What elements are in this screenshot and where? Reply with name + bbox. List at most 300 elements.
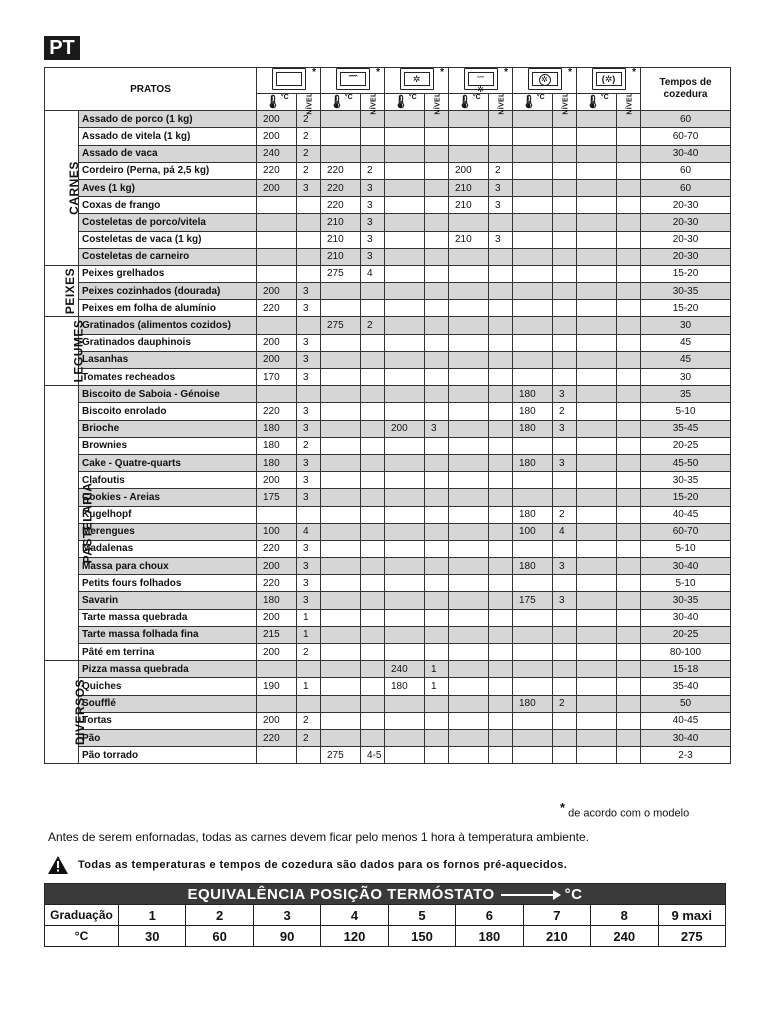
temperature-cell bbox=[513, 729, 553, 746]
cooking-time-cell: 20-30 bbox=[641, 231, 731, 248]
dish-name: Biscoito de Saboia - Génoise bbox=[79, 386, 257, 403]
level-cell bbox=[361, 489, 385, 506]
temperature-cell bbox=[513, 678, 553, 695]
temperature-cell: 220 bbox=[257, 540, 297, 557]
level-cell bbox=[489, 145, 513, 162]
temperature-cell bbox=[513, 283, 553, 300]
cooking-time-cell: 5-10 bbox=[641, 575, 731, 592]
level-cell: 2 bbox=[297, 729, 321, 746]
cooking-time-cell: 80-100 bbox=[641, 644, 731, 661]
temperature-cell: 180 bbox=[513, 386, 553, 403]
temperature-cell bbox=[321, 403, 361, 420]
temperature-cell: 180 bbox=[257, 437, 297, 454]
level-header: NÍVEL bbox=[553, 94, 577, 111]
dish-name: Aves (1 kg) bbox=[79, 179, 257, 196]
temperature-cell: 200 bbox=[257, 712, 297, 729]
level-cell bbox=[489, 540, 513, 557]
temperature-cell bbox=[577, 592, 617, 609]
temperature-cell: 275 bbox=[321, 317, 361, 334]
level-cell: 3 bbox=[553, 454, 577, 471]
level-cell: 1 bbox=[425, 661, 449, 678]
dish-name: Brioche bbox=[79, 420, 257, 437]
category-peixes: PEIXES bbox=[45, 265, 79, 317]
table-row bbox=[45, 300, 731, 317]
dish-name: Costeletas de vaca (1 kg) bbox=[79, 231, 257, 248]
level-cell bbox=[425, 506, 449, 523]
level-cell bbox=[617, 661, 641, 678]
level-cell: 2 bbox=[553, 506, 577, 523]
temperature-cell: 210 bbox=[321, 231, 361, 248]
temperature-cell: 240 bbox=[257, 145, 297, 162]
temperature-cell bbox=[449, 489, 489, 506]
temperature-cell bbox=[385, 489, 425, 506]
graduation-value: 1 bbox=[119, 905, 186, 926]
temperature-cell bbox=[449, 540, 489, 557]
level-cell bbox=[425, 300, 449, 317]
table-row bbox=[45, 128, 731, 145]
level-cell: 3 bbox=[553, 592, 577, 609]
temperature-cell bbox=[385, 162, 425, 179]
temperature-cell bbox=[577, 420, 617, 437]
level-cell bbox=[489, 437, 513, 454]
level-cell: 3 bbox=[297, 592, 321, 609]
temperature-cell bbox=[385, 283, 425, 300]
level-cell bbox=[489, 661, 513, 678]
cooking-time-cell: 30-35 bbox=[641, 283, 731, 300]
cooking-time-cell: 15-18 bbox=[641, 661, 731, 678]
dish-name: Peixes cozinhados (dourada) bbox=[79, 283, 257, 300]
level-cell: 3 bbox=[297, 558, 321, 575]
temperature-cell bbox=[321, 729, 361, 746]
temperature-cell: 200 bbox=[257, 334, 297, 351]
temperature-cell bbox=[321, 334, 361, 351]
level-cell bbox=[617, 386, 641, 403]
level-cell bbox=[553, 317, 577, 334]
temperature-cell bbox=[385, 214, 425, 231]
temperature-cell bbox=[321, 437, 361, 454]
level-cell bbox=[617, 300, 641, 317]
level-cell bbox=[361, 128, 385, 145]
temperature-cell bbox=[577, 575, 617, 592]
cooking-table bbox=[44, 67, 731, 764]
temperature-cell bbox=[385, 592, 425, 609]
level-cell: 3 bbox=[489, 197, 513, 214]
level-cell bbox=[297, 231, 321, 248]
temperature-icon: 🌡$^{^\circ C}$ bbox=[385, 94, 425, 111]
level-cell bbox=[553, 179, 577, 196]
level-cell bbox=[489, 265, 513, 282]
oven-mode-fan-icon: ✲ * bbox=[385, 68, 449, 94]
level-cell: 3 bbox=[489, 179, 513, 196]
temperature-cell bbox=[321, 369, 361, 386]
level-cell bbox=[553, 351, 577, 368]
temperature-cell bbox=[513, 575, 553, 592]
dish-name: Tortas bbox=[79, 712, 257, 729]
temperature-cell bbox=[385, 558, 425, 575]
temperature-cell bbox=[513, 472, 553, 489]
temperature-cell bbox=[385, 695, 425, 712]
dish-name: Cookies - Areias bbox=[79, 489, 257, 506]
temperature-cell bbox=[513, 437, 553, 454]
temperature-cell bbox=[321, 420, 361, 437]
level-cell bbox=[425, 265, 449, 282]
temperature-cell bbox=[321, 111, 361, 128]
level-cell: 1 bbox=[297, 626, 321, 643]
level-cell bbox=[361, 472, 385, 489]
celsius-value: 60 bbox=[186, 926, 253, 947]
warning-icon bbox=[48, 856, 68, 874]
temperature-cell bbox=[449, 214, 489, 231]
temperature-cell: 210 bbox=[449, 231, 489, 248]
dish-name: Pão torrado bbox=[79, 747, 257, 764]
cooking-time-cell: 20-25 bbox=[641, 437, 731, 454]
level-cell: 3 bbox=[361, 197, 385, 214]
cooking-time-cell: 30-40 bbox=[641, 558, 731, 575]
graduation-value: 3 bbox=[253, 905, 320, 926]
temperature-cell: 200 bbox=[257, 283, 297, 300]
temperature-cell bbox=[577, 369, 617, 386]
temperature-cell bbox=[321, 558, 361, 575]
temperature-cell bbox=[577, 300, 617, 317]
level-cell bbox=[425, 162, 449, 179]
table-row bbox=[45, 592, 731, 609]
level-cell bbox=[489, 592, 513, 609]
temperature-cell bbox=[257, 695, 297, 712]
table-row bbox=[45, 386, 731, 403]
cooking-time-cell: 30-40 bbox=[641, 729, 731, 746]
temperature-cell bbox=[577, 729, 617, 746]
temperature-icon: 🌡$^{^\circ C}$ bbox=[449, 94, 489, 111]
level-cell bbox=[425, 214, 449, 231]
model-star: * bbox=[312, 67, 316, 78]
level-cell bbox=[425, 317, 449, 334]
temperature-icon: 🌡$^{^\circ C}$ bbox=[577, 94, 617, 111]
temperature-cell bbox=[449, 472, 489, 489]
cooking-time-cell: 60 bbox=[641, 162, 731, 179]
dishes-header: PRATOS bbox=[45, 68, 257, 111]
level-cell bbox=[553, 283, 577, 300]
temperature-cell bbox=[321, 523, 361, 540]
celsius-value: 120 bbox=[321, 926, 388, 947]
temperature-cell bbox=[449, 248, 489, 265]
level-cell bbox=[617, 145, 641, 162]
cooking-time-cell: 50 bbox=[641, 695, 731, 712]
graduation-label: Graduação bbox=[45, 905, 119, 926]
temperature-cell: 275 bbox=[321, 747, 361, 764]
level-cell: 3 bbox=[361, 179, 385, 196]
level-cell bbox=[553, 729, 577, 746]
level-cell bbox=[617, 128, 641, 145]
level-cell bbox=[553, 609, 577, 626]
level-cell bbox=[489, 747, 513, 764]
temperature-cell: 180 bbox=[257, 420, 297, 437]
level-cell bbox=[617, 695, 641, 712]
level-cell: 4 bbox=[553, 523, 577, 540]
temperature-cell bbox=[385, 197, 425, 214]
level-cell bbox=[361, 644, 385, 661]
level-cell bbox=[425, 575, 449, 592]
level-cell bbox=[425, 712, 449, 729]
level-cell: 3 bbox=[297, 283, 321, 300]
level-cell bbox=[489, 248, 513, 265]
level-cell: 4 bbox=[361, 265, 385, 282]
temperature-cell bbox=[513, 747, 553, 764]
level-cell bbox=[617, 437, 641, 454]
dish-name: Petits fours folhados bbox=[79, 575, 257, 592]
dish-name: Tomates recheados bbox=[79, 369, 257, 386]
temperature-cell bbox=[449, 747, 489, 764]
temperature-cell bbox=[577, 540, 617, 557]
temperature-cell bbox=[321, 678, 361, 695]
level-cell: 2 bbox=[297, 145, 321, 162]
level-cell: 3 bbox=[361, 248, 385, 265]
temperature-cell bbox=[449, 644, 489, 661]
temperature-cell bbox=[449, 437, 489, 454]
level-cell bbox=[489, 128, 513, 145]
level-cell bbox=[489, 558, 513, 575]
level-cell: 3 bbox=[553, 420, 577, 437]
cooking-time-cell: 40-45 bbox=[641, 712, 731, 729]
temperature-cell: 220 bbox=[321, 162, 361, 179]
level-cell bbox=[617, 283, 641, 300]
level-cell bbox=[361, 145, 385, 162]
level-cell: 3 bbox=[297, 420, 321, 437]
temperature-cell bbox=[385, 712, 425, 729]
temperature-cell bbox=[321, 128, 361, 145]
table-row bbox=[45, 231, 731, 248]
level-cell bbox=[489, 420, 513, 437]
level-cell bbox=[617, 248, 641, 265]
level-cell bbox=[553, 214, 577, 231]
level-cell bbox=[361, 334, 385, 351]
temperature-cell bbox=[513, 128, 553, 145]
graduation-value: 9 maxi bbox=[658, 905, 726, 926]
level-cell bbox=[489, 489, 513, 506]
level-cell bbox=[361, 626, 385, 643]
level-cell: 1 bbox=[297, 678, 321, 695]
temperature-cell bbox=[577, 609, 617, 626]
temperature-cell bbox=[449, 300, 489, 317]
level-cell bbox=[617, 454, 641, 471]
level-cell: 3 bbox=[297, 540, 321, 557]
level-cell bbox=[553, 128, 577, 145]
temperature-cell bbox=[577, 695, 617, 712]
warning-line bbox=[48, 856, 567, 874]
temperature-cell bbox=[513, 162, 553, 179]
temperature-cell: 210 bbox=[449, 197, 489, 214]
dish-name: Coxas de frango bbox=[79, 197, 257, 214]
temperature-cell bbox=[577, 747, 617, 764]
level-cell bbox=[553, 369, 577, 386]
table-row bbox=[45, 214, 731, 231]
temperature-cell: 180 bbox=[257, 454, 297, 471]
table-row bbox=[45, 197, 731, 214]
level-cell bbox=[425, 695, 449, 712]
table-row bbox=[45, 661, 731, 678]
level-cell bbox=[617, 369, 641, 386]
temperature-cell bbox=[385, 231, 425, 248]
dish-name: Savarin bbox=[79, 592, 257, 609]
level-cell: 3 bbox=[297, 454, 321, 471]
temperature-cell: 180 bbox=[513, 506, 553, 523]
level-cell bbox=[489, 575, 513, 592]
level-cell bbox=[553, 265, 577, 282]
dish-name: Pizza massa quebrada bbox=[79, 661, 257, 678]
table-row bbox=[45, 523, 731, 540]
cooking-time-cell: 15-20 bbox=[641, 489, 731, 506]
celsius-value: 240 bbox=[591, 926, 658, 947]
temperature-cell bbox=[257, 231, 297, 248]
temperature-cell bbox=[577, 265, 617, 282]
level-cell bbox=[489, 609, 513, 626]
temperature-cell bbox=[577, 128, 617, 145]
temperature-cell bbox=[577, 558, 617, 575]
temperature-cell bbox=[577, 248, 617, 265]
level-header: NÍVEL bbox=[617, 94, 641, 111]
level-cell: 2 bbox=[489, 162, 513, 179]
temperature-cell bbox=[321, 626, 361, 643]
temperature-cell bbox=[513, 712, 553, 729]
level-cell bbox=[617, 162, 641, 179]
level-cell bbox=[553, 489, 577, 506]
temperature-cell bbox=[449, 420, 489, 437]
dish-name: Costeletas de porco/vitela bbox=[79, 214, 257, 231]
temperature-cell bbox=[577, 437, 617, 454]
temperature-cell bbox=[321, 472, 361, 489]
temperature-cell bbox=[513, 334, 553, 351]
table-row bbox=[45, 747, 731, 764]
temperature-cell bbox=[257, 317, 297, 334]
level-cell bbox=[425, 729, 449, 746]
level-cell bbox=[617, 506, 641, 523]
temperature-cell bbox=[385, 472, 425, 489]
cooking-time-cell: 35 bbox=[641, 386, 731, 403]
temperature-cell: 180 bbox=[513, 454, 553, 471]
temperature-cell bbox=[385, 454, 425, 471]
level-cell bbox=[361, 661, 385, 678]
temperature-cell bbox=[449, 661, 489, 678]
temperature-cell: 220 bbox=[321, 197, 361, 214]
temperature-cell bbox=[321, 575, 361, 592]
level-cell bbox=[553, 300, 577, 317]
table-row bbox=[45, 506, 731, 523]
level-cell: 2 bbox=[553, 695, 577, 712]
temperature-cell bbox=[577, 626, 617, 643]
temperature-cell: 180 bbox=[385, 678, 425, 695]
dish-name: Tarte massa quebrada bbox=[79, 609, 257, 626]
temperature-cell: 100 bbox=[257, 523, 297, 540]
dish-name: Assado de vaca bbox=[79, 145, 257, 162]
temperature-cell: 100 bbox=[513, 523, 553, 540]
cooking-time-cell: 30-35 bbox=[641, 592, 731, 609]
table-row bbox=[45, 575, 731, 592]
level-cell: 2 bbox=[297, 162, 321, 179]
level-cell bbox=[617, 523, 641, 540]
thermostat-equivalence-table bbox=[44, 883, 726, 947]
level-cell bbox=[617, 592, 641, 609]
temperature-cell bbox=[385, 265, 425, 282]
temperature-cell bbox=[449, 403, 489, 420]
level-cell bbox=[361, 575, 385, 592]
level-cell bbox=[617, 575, 641, 592]
graduation-value: 6 bbox=[456, 905, 523, 926]
level-cell bbox=[553, 678, 577, 695]
dish-name: Gratinados dauphinois bbox=[79, 334, 257, 351]
level-cell bbox=[617, 644, 641, 661]
temperature-cell bbox=[577, 197, 617, 214]
dish-name: Pão bbox=[79, 729, 257, 746]
level-cell bbox=[361, 695, 385, 712]
temperature-cell bbox=[513, 626, 553, 643]
level-cell: 3 bbox=[297, 179, 321, 196]
temperature-cell bbox=[385, 128, 425, 145]
level-cell bbox=[425, 644, 449, 661]
level-cell: 3 bbox=[297, 369, 321, 386]
cooking-time-cell: 60 bbox=[641, 111, 731, 128]
temperature-cell bbox=[449, 334, 489, 351]
table-row bbox=[45, 678, 731, 695]
temperature-cell bbox=[513, 145, 553, 162]
cooking-time-cell: 20-30 bbox=[641, 248, 731, 265]
cooking-time-cell: 20-30 bbox=[641, 214, 731, 231]
table-row bbox=[45, 558, 731, 575]
level-cell bbox=[553, 644, 577, 661]
temperature-cell bbox=[577, 317, 617, 334]
dish-name: Brownies bbox=[79, 437, 257, 454]
level-cell bbox=[361, 609, 385, 626]
temperature-cell bbox=[449, 558, 489, 575]
temperature-cell: 210 bbox=[321, 248, 361, 265]
temperature-cell bbox=[385, 145, 425, 162]
level-cell bbox=[553, 626, 577, 643]
table-row bbox=[45, 351, 731, 368]
temperature-cell: 220 bbox=[257, 403, 297, 420]
temperature-cell: 175 bbox=[513, 592, 553, 609]
level-cell bbox=[489, 506, 513, 523]
level-cell bbox=[489, 369, 513, 386]
level-cell bbox=[297, 248, 321, 265]
level-cell bbox=[361, 403, 385, 420]
temperature-cell bbox=[577, 523, 617, 540]
temperature-cell bbox=[577, 454, 617, 471]
cooking-time-cell: 5-10 bbox=[641, 540, 731, 557]
level-cell bbox=[361, 729, 385, 746]
level-cell bbox=[425, 592, 449, 609]
model-star: * bbox=[440, 67, 444, 78]
level-header: NÍVEL bbox=[425, 94, 449, 111]
temperature-cell bbox=[449, 609, 489, 626]
dish-name: Cake - Quatre-quarts bbox=[79, 454, 257, 471]
level-cell bbox=[425, 489, 449, 506]
level-cell: 4-5 bbox=[361, 747, 385, 764]
level-cell bbox=[617, 420, 641, 437]
level-cell bbox=[425, 351, 449, 368]
cooking-time-cell: 15-20 bbox=[641, 265, 731, 282]
model-star: * bbox=[632, 67, 636, 78]
cooking-time-cell: 40-45 bbox=[641, 506, 731, 523]
temperature-cell: 220 bbox=[257, 575, 297, 592]
temperature-cell bbox=[385, 300, 425, 317]
dish-name: Cordeiro (Perna, pá 2,5 kg) bbox=[79, 162, 257, 179]
dish-name: Assado de porco (1 kg) bbox=[79, 111, 257, 128]
temperature-cell: 180 bbox=[257, 592, 297, 609]
temperature-cell bbox=[385, 386, 425, 403]
level-cell bbox=[617, 609, 641, 626]
level-cell: 3 bbox=[425, 420, 449, 437]
temperature-cell: 200 bbox=[257, 472, 297, 489]
temperature-cell bbox=[257, 197, 297, 214]
cooking-time-cell: 30 bbox=[641, 369, 731, 386]
